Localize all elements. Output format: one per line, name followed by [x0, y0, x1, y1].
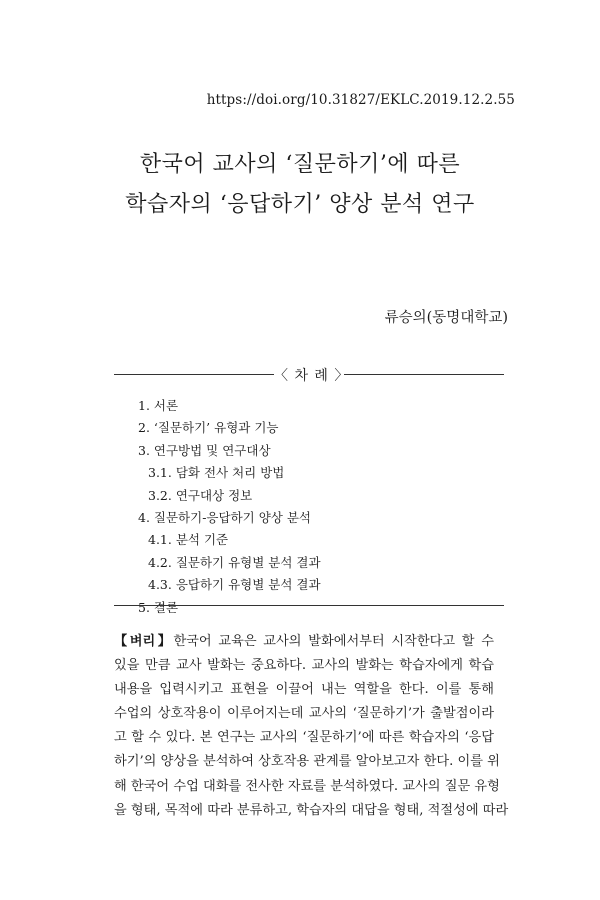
toc-header	[114, 364, 504, 384]
abstract-tag: 【벼리】	[114, 634, 174, 649]
abstract	[114, 630, 509, 823]
abstract-line	[114, 630, 494, 654]
abstract-line: 수업의 상호작용이 이루어지는데 교사의 ‘질문하기’가 출발점이라	[114, 706, 494, 722]
toc-subitem: 3.2. 연구대상 정보	[148, 487, 253, 503]
toc-bottom-rule	[114, 605, 504, 606]
author-affiliation: 류승의(동명대학교)	[384, 310, 508, 326]
toc-item: 4. 질문하기-응답하기 양상 분석	[138, 510, 311, 526]
paper-title	[0, 145, 600, 225]
toc-subitem: 4.3. 응답하기 유형별 분석 결과	[148, 577, 321, 593]
toc-item: 1. 서론	[138, 398, 179, 413]
title-line-1: 한국어 교사의 ‘질문하기’에 따른	[139, 152, 461, 177]
abstract-line: 있을 만큼 교사 발화는 중요하다. 교사의 발화는 학습자에게 학습	[114, 658, 494, 674]
toc-subitem: 3.1. 담화 전사 처리 방법	[148, 465, 285, 481]
table-of-contents	[138, 395, 321, 619]
toc-subitem: 4.1. 분석 기준	[148, 532, 229, 548]
toc-rule-right	[344, 374, 504, 375]
abstract-line: 고 할 수 있다. 본 연구는 교사의 ‘질문하기’에 따른 학습자의 ‘응답	[114, 730, 494, 746]
abstract-line: 해 한국어 수업 대화를 전사한 자료를 분석하였다. 교사의 질문 유형	[114, 778, 500, 794]
abstract-line: 내용을 입력시키고 표현을 이끌어 내는 역할을 한다. 이를 통해	[114, 682, 494, 698]
abstract-line-text: 한국어 교육은 교사의 발화에서부터 시작한다고 할 수	[173, 634, 494, 649]
toc-item: 5. 결론	[138, 599, 179, 615]
toc-subitem: 4.2. 질문하기 유형별 분석 결과	[148, 554, 321, 570]
toc-rule-left	[114, 374, 274, 375]
toc-heading: 〈 차 례 〉	[274, 368, 350, 384]
toc-item: 3. 연구방법 및 연구대상	[138, 442, 271, 458]
abstract-line: 을 형태, 목적에 따라 분류하고, 학습자의 대답을 형태, 적절성에 따라	[114, 802, 509, 818]
abstract-line: 하기’의 양상을 분석하여 상호작용 관계를 알아보고자 한다. 이를 위	[114, 754, 500, 770]
doi-link[interactable]: https://doi.org/10.31827/EKLC.2019.12.2.55	[206, 92, 515, 108]
toc-item: 2. ‘질문하기’ 유형과 기능	[138, 420, 279, 436]
title-line-2: 학습자의 ‘응답하기’ 양상 분석 연구	[125, 192, 475, 217]
